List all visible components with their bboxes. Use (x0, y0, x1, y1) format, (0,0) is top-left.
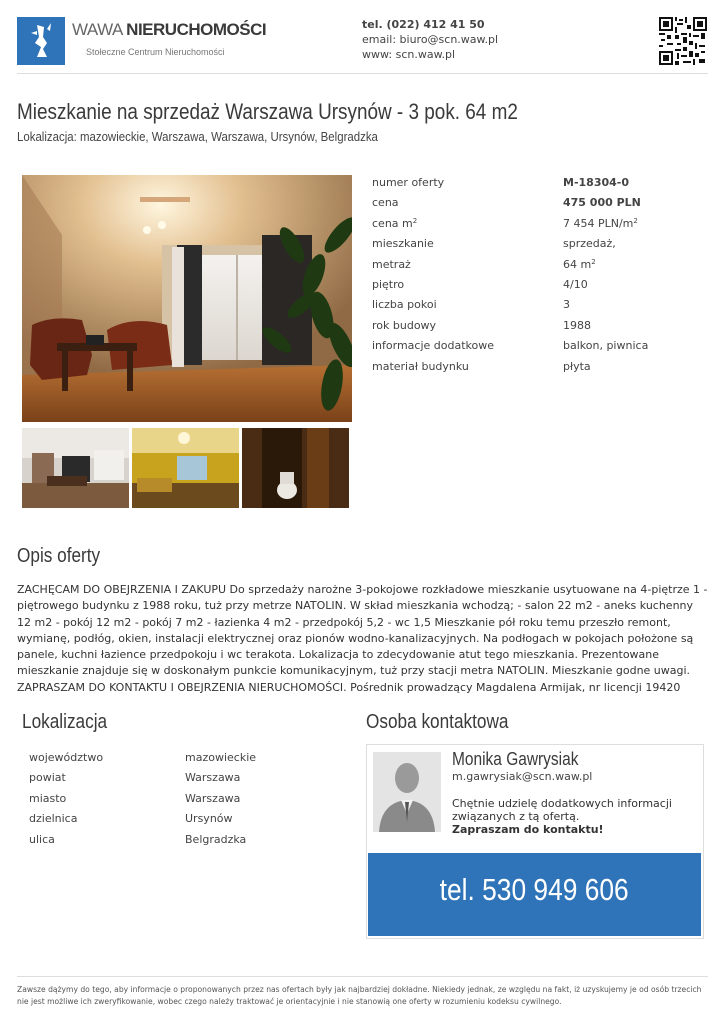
location-row (29, 833, 329, 853)
thumbnail-photo[interactable] (22, 428, 129, 508)
detail-row (372, 258, 692, 278)
footer-divider (17, 976, 708, 977)
disclaimer: Zawsze dążymy do tego, aby informacje o proponowanych przez nas ofertach były jak najbardziej dokładne. Niekiedy jednak, ze względu na fakt, iż uzyskujemy je od osób trzecich nie jest możliwe ich zweryfikowanie, wobec czego należy traktować je orientacyjnie i nie stanowią one oferty w rozumieniu kodeksu cywilnego. (17, 985, 702, 1006)
mermaid-logo-icon (17, 17, 65, 65)
company-website[interactable]: www: scn.waw.pl (362, 48, 456, 61)
location-label: dzielnica (29, 812, 78, 826)
price-per-m2: 7 454 PLN/$m^2$ (563, 216, 638, 230)
location-row (29, 771, 329, 791)
agent-phone[interactable]: tel. 530 949 606 (439, 872, 629, 907)
thumbnail-photo[interactable] (132, 428, 239, 508)
area-value: 64 $m^2$ (563, 257, 596, 271)
location-table (29, 751, 329, 853)
agent-email[interactable]: m.gawrysiak@scn.waw.pl (452, 770, 593, 783)
location-value: Ursynów (185, 812, 233, 826)
detail-row (372, 176, 692, 196)
detail-value: 3 (563, 298, 570, 312)
detail-row (372, 196, 692, 216)
detail-value: balkon, piwnica (563, 339, 649, 353)
location-row (29, 751, 329, 771)
offer-number: M-18304-0 (563, 176, 629, 189)
detail-label: liczba pokoi (372, 298, 437, 312)
location-row (29, 792, 329, 812)
location-row (29, 812, 329, 832)
header-divider (17, 73, 708, 74)
detail-value: sprzedaż, (563, 237, 616, 251)
detail-row (372, 360, 692, 380)
agent-name: Monika Gawrysiak (452, 749, 579, 769)
detail-row (372, 298, 692, 318)
page-title: Mieszkanie na sprzedaż Warszawa Ursynów - 3 pok. 64 m2 (17, 99, 518, 124)
detail-label: rok budowy (372, 318, 437, 332)
agent-cta: Zapraszam do kontaktu! (452, 823, 604, 836)
company-email[interactable]: email: biuro@scn.waw.pl (362, 33, 499, 46)
detail-label: mieszkanie (372, 237, 434, 251)
detail-label: metraż (372, 257, 411, 271)
agent-avatar (373, 752, 441, 832)
company-phone[interactable]: tel. (022) 412 41 50 (362, 18, 485, 31)
detail-row (372, 237, 692, 257)
detail-label: cena (372, 196, 399, 210)
agent-info-text: Chętnie udzielę dodatkowych informacji związanych z tą ofertą. (452, 797, 672, 823)
detail-value: 1988 (563, 318, 591, 332)
thumbnail-photo[interactable] (242, 428, 349, 508)
company-contact (362, 17, 498, 62)
detail-label: cena $m^2$ (372, 216, 418, 230)
location-label: ulica (29, 832, 55, 846)
location-line: Lokalizacja: mazowieckie, Warszawa, Warszawa, Ursynów, Belgradzka (17, 129, 378, 144)
qr-code-icon (659, 17, 707, 65)
location-label: powiat (29, 771, 66, 785)
detail-label: informacje dodatkowe (372, 339, 495, 353)
location-label: województwo (29, 751, 104, 764)
detail-label: materiał budynku (372, 359, 469, 373)
detail-row (372, 319, 692, 339)
detail-label: piętro (372, 277, 405, 291)
main-photo[interactable] (22, 175, 352, 422)
detail-row (372, 278, 692, 298)
location-label: miasto (29, 791, 67, 805)
location-value: Belgradzka (185, 832, 247, 846)
contact-heading: Osoba kontaktowa (366, 711, 509, 733)
agent-message (452, 797, 692, 836)
offer-details (372, 176, 692, 380)
location-value: mazowieckie (185, 751, 257, 764)
company-subtitle: Stołeczne Centrum Nieruchomości (86, 47, 225, 57)
detail-value: 4/10 (563, 277, 588, 291)
price: 475 000 PLN (563, 196, 641, 210)
detail-value: płyta (563, 359, 591, 373)
location-value: Warszawa (185, 771, 241, 785)
company-logo (17, 17, 65, 65)
description-text: ZACHĘCAM DO OBEJRZENIA I ZAKUPU Do sprzedaży narożne 3-pokojowe rozkładowe mieszkanie usytuowane na 4-piętrze 1 -piętrowego budynku z 1988 roku, tuż przy metrze NATOLIN. W skład mieszkania wchodzą; - salon 22 m2 - aneks kuchenny 12 m2 - pokój 12 m2 - pokój 7 m2 - łazienka 4 m2 - przedpokój 5,2 - wc 1,5 Mieszkanie pół roku temu przeszło remont, wymianę, podłóg, okien, instalacji elektrycznej oraz pionów wodno-kanalizacyjnych. Na podłogach w pokojach położone są panele, kuchni łazience przedpokoju i wc terakota. Lokalizacja to zdecydowanie atut tego mieszkania. Prezentowane mieszkanie znajduje się w doskonałym punkcie komunikacyjnym, tuż przy stacji metra NATOLIN. Mieszkanie godne uwagi. ZAPRASZAM DO KONTAKTU I OBEJRZENIA NIERUCHOMOŚCI. Pośrednik prowadzący Magdalena Armijak, nr licencji 19420 (17, 583, 708, 694)
description-heading: Opis oferty (17, 545, 101, 567)
detail-row (372, 339, 692, 359)
detail-row (372, 217, 692, 237)
detail-label: numer oferty (372, 176, 445, 189)
location-heading: Lokalizacja (22, 711, 108, 733)
company-name: WAWA NIERUCHOMOŚCI (72, 20, 267, 39)
location-value: Warszawa (185, 791, 241, 805)
